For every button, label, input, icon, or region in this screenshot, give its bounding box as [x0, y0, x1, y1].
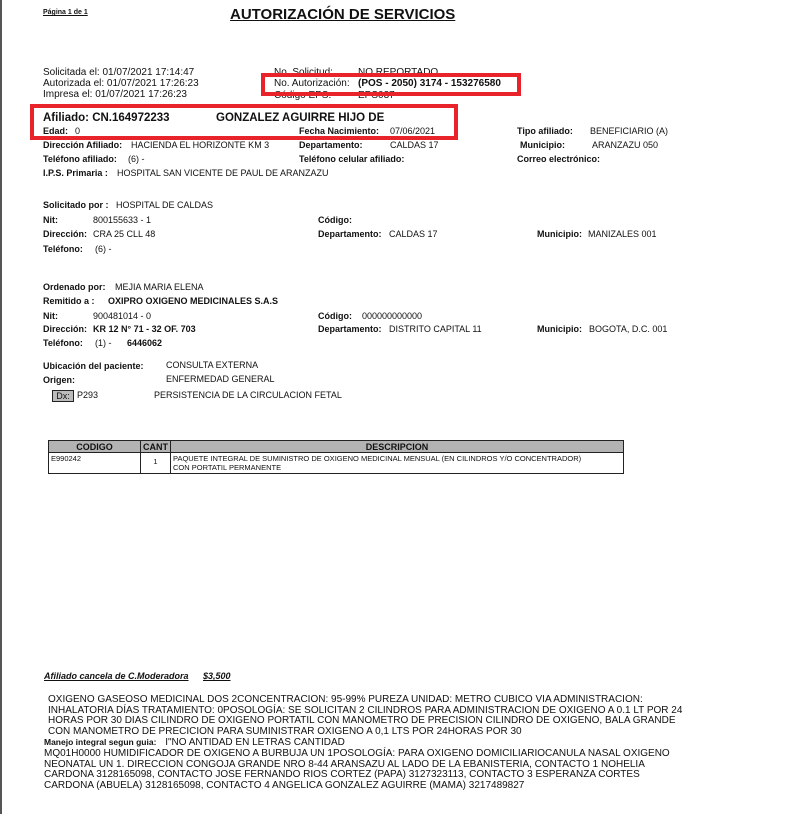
solicitado-telefono-value: (6) -	[95, 244, 112, 254]
solicitado-codigo-label: Código:	[318, 215, 352, 225]
no-solicitud-label: No. Solicitud:	[274, 67, 333, 78]
origen-value: ENFERMEDAD GENERAL	[166, 374, 275, 384]
notes-block	[44, 695, 684, 791]
solicitado-direccion-label: Dirección:	[43, 229, 88, 239]
solicitado-departamento-label: Departamento:	[318, 229, 382, 239]
cuota-moderadora-amount: $3,500	[203, 671, 231, 681]
solicitado-telefono-label: Teléfono:	[43, 244, 83, 254]
col-descripcion-header: DESCRIPCION	[171, 441, 624, 453]
notes-paragraph-1: OXIGENO GASEOSO MEDICINAL DOS 2CONCENTRACION: 95-99% PUREZA UNIDAD: METRO CUBICO VIA ADMINISTRACION: INHALATORIA DÍAS TRATAMIENTO: 0POSOLOGÍA: SE SOLICITAN 2 CILINDROS PARA ADMINISTRACION DE OXIGENO A 0.1 LT POR 24 HORAS POR 30 DIAS CILINDRO DE OXIGENO PORTATIL CON MANOMETRO DE PRECISION CILINDRO DE OXIGENO, BALA GRANDE CON MANOMETRO DE PRECICION PARA SUMINISTRAR OXIGENO A 0,1 LTS POR 24HORAS POR 30	[48, 694, 683, 737]
ips-primaria-value: HOSPITAL SAN VICENTE DE PAUL DE ARANZAZU	[117, 168, 329, 178]
row-descripcion	[171, 453, 624, 474]
ubicacion-value: CONSULTA EXTERNA	[166, 360, 259, 370]
remitido-direccion-value: KR 12 N° 71 - 32 OF. 703	[93, 324, 196, 334]
no-autorizacion-value: (POS - 2050) 3174 - 153276580	[358, 78, 501, 89]
codigo-eps-value: EPS037	[358, 90, 395, 101]
remitido-telefono-prefix: (1) -	[95, 338, 112, 348]
remitido-departamento-label: Departamento:	[318, 324, 382, 334]
page-title: AUTORIZACIÓN DE SERVICIOS	[230, 6, 456, 23]
solicitado-municipio-value: MANIZALES 001	[588, 229, 657, 239]
dx-code: P293	[77, 390, 99, 400]
remitido-departamento-value: DISTRITO CAPITAL 11	[389, 324, 482, 334]
notes-paragraph-2: MQ01H0000 HUMIDIFICADOR DE OXIGENO A BURBUJA UN 1POSOLOGÍA: PARA OXIGENO DOMICILIARIOCANULA NASAL OXIGENO NEONATAL UN 1. DIRECCION CONGOJA GRANDE NRO 8-44 ARANSAZU AL LADO DE LA EBANISTERIA, CONTACTO 1 NOHELIA CARDONA 3128165098, CONTACTO JOSE FERNANDO RIOS CORTEZ (PAPA) 3127323113, CONTACTO 3 ESPERANZA CORTES CARDONA (ABUELA) 3128165098, CONTACTO 4 ANGELICA GONZALEZ AGUIRRE (MAMA) 3217489827	[44, 747, 670, 791]
autorizacion-highlight-box	[261, 73, 521, 96]
remitido-codigo-value: 000000000000	[362, 311, 423, 321]
remitido-nit-label: Nit:	[43, 311, 58, 321]
departamento-afiliado-label: Departamento:	[299, 140, 363, 150]
remitido-a-label: Remitido a :	[43, 296, 95, 306]
nacimiento-value: 07/06/2021	[390, 126, 436, 136]
dx-description: PERSISTENCIA DE LA CIRCULACION FETAL	[154, 390, 342, 400]
remitido-direccion-label: Dirección:	[43, 324, 88, 334]
origen-label: Origen:	[43, 375, 76, 385]
remitido-codigo-label: Código:	[318, 311, 352, 321]
services-table	[48, 440, 624, 474]
cuota-moderadora-label: Afiliado cancela de C.Moderadora	[44, 671, 189, 681]
fecha-autorizada: Autorizada el: 01/07/2021 17:26:23	[43, 78, 199, 89]
manejo-integral-value: I"NO ANTIDAD EN LETRAS CANTIDAD	[165, 737, 345, 749]
departamento-afiliado-value: CALDAS 17	[390, 140, 439, 150]
tipo-afiliado-value: BENEFICIARIO (A)	[590, 126, 669, 136]
col-cant-header: CANT	[141, 441, 171, 453]
ordenado-por-value: MEJIA MARIA ELENA	[115, 282, 204, 292]
solicitado-nit-value: 800155633 - 1	[93, 215, 152, 225]
row-descripcion-line1: PAQUETE INTEGRAL DE SUMINISTRO DE OXIGENO MEDICINAL MENSUAL (EN CILINDROS Y/O CONCENTRADOR)	[173, 454, 582, 463]
edad-value: 0	[75, 126, 81, 136]
municipio-afiliado-label: Municipio:	[520, 140, 565, 150]
telefono-afiliado-value: (6) -	[128, 154, 145, 164]
afiliado-highlight-box	[30, 104, 458, 140]
ips-primaria-label: I.P.S. Primaria :	[43, 168, 108, 178]
nacimiento-label: Fecha Nacimiento:	[299, 126, 380, 136]
edad-label: Edad:	[43, 126, 69, 136]
solicitado-municipio-label: Municipio:	[537, 229, 582, 239]
ordenado-por-label: Ordenado por:	[43, 282, 106, 292]
celular-afiliado-label: Teléfono celular afiliado:	[299, 154, 405, 164]
services-table-header	[49, 441, 624, 453]
row-descripcion-line2: CON PORTATIL PERMANENTE	[173, 463, 282, 472]
tipo-afiliado-label: Tipo afiliado:	[517, 126, 573, 136]
table-row	[49, 453, 624, 474]
fecha-impresa: Impresa el: 01/07/2021 17:26:23	[43, 89, 187, 100]
no-solicitud-value: NO REPORTADO	[358, 67, 439, 78]
afiliado-id: Afiliado: CN.164972233	[43, 112, 170, 124]
correo-afiliado-label: Correo electrónico:	[517, 154, 601, 164]
col-codigo-header: CODIGO	[49, 441, 141, 453]
ubicacion-label: Ubicación del paciente:	[43, 361, 144, 371]
manejo-integral-label: Manejo integral segun guia:	[44, 737, 157, 748]
fecha-solicitada: Solicitada el: 01/07/2021 17:14:47	[43, 67, 195, 78]
solicitado-direccion-value: CRA 25 CLL 48	[93, 229, 156, 239]
remitido-municipio-value: BOGOTA, D.C. 001	[589, 324, 668, 334]
telefono-afiliado-label: Teléfono afiliado:	[43, 154, 117, 164]
page-number: Página 1 de 1	[43, 9, 88, 16]
municipio-afiliado-value: ARANZAZU 050	[592, 140, 659, 150]
remitido-a-value: OXIPRO OXIGENO MEDICINALES S.A.S	[108, 296, 279, 306]
page-left-edge	[0, 0, 2, 814]
remitido-municipio-label: Municipio:	[537, 324, 582, 334]
dx-label: Dx:	[52, 390, 74, 402]
codigo-eps-label: Código EPS:	[274, 90, 332, 101]
afiliado-nombre: GONZALEZ AGUIRRE HIJO DE	[216, 112, 385, 124]
row-cant: 1	[141, 453, 171, 474]
no-autorizacion-label: No. Autorización:	[274, 78, 350, 89]
solicitado-departamento-value: CALDAS 17	[389, 229, 438, 239]
solicitado-nit-label: Nit:	[43, 215, 58, 225]
remitido-telefono-value: 6446062	[127, 338, 163, 348]
solicitado-por-label: Solicitado por :	[43, 200, 109, 210]
direccion-afiliado-label: Dirección Afiliado:	[43, 140, 123, 150]
solicitado-por-value: HOSPITAL DE CALDAS	[116, 200, 214, 210]
remitido-telefono-label: Teléfono:	[43, 338, 83, 348]
row-codigo: E990242	[49, 453, 141, 474]
direccion-afiliado-value: HACIENDA EL HORIZONTE KM 3	[131, 140, 270, 150]
remitido-nit-value: 900481014 - 0	[93, 311, 152, 321]
